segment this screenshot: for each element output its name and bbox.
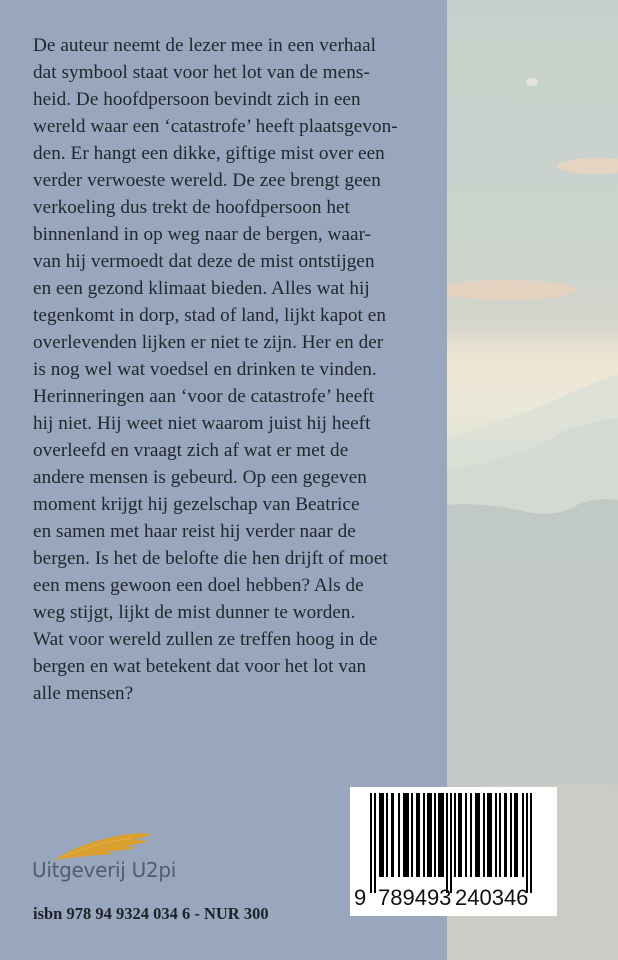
blurb-line: andere mensen is gebeurd. Op een gegeven (33, 467, 367, 488)
blurb-line: hij niet. Hij weet niet waarom juist hij heeft (33, 413, 371, 434)
blurb-line: verkoeling dus trekt de hoofdpersoon het (33, 197, 350, 218)
blurb-line: van hij vermoedt dat deze de mist ontstijgen (33, 251, 375, 272)
barcode-left-digits: 789493 (378, 885, 452, 910)
blurb-line: bergen en wat betekent dat voor het lot van (33, 656, 367, 677)
blurb-line: weg stijgt, lijkt de mist dunner te worden. (33, 602, 356, 623)
isbn-nur-line: isbn 978 94 9324 034 6 - NUR 300 (33, 904, 269, 923)
blurb-line: wereld waar een ‘catastrofe’ heeft plaatsgevon- (33, 116, 398, 137)
blurb-line: een mens gewoon een doel hebben? Als de (33, 575, 364, 596)
blurb-line: moment krijgt hij gezelschap van Beatrice (33, 494, 360, 515)
blurb-line: alle mensen? (33, 683, 134, 704)
blurb-text (33, 32, 433, 707)
publisher-name: Uitgeverij U2pi (32, 858, 176, 882)
blurb-line: en samen met haar reist hij verder naar de (33, 521, 356, 542)
blurb-line: bergen. Is het de belofte die hen drijft of moet (33, 548, 388, 569)
blurb-line: overleefd en vraagt zich af wat er met de (33, 440, 349, 461)
blurb-line: De auteur neemt de lezer mee in een verhaal (33, 35, 377, 56)
blurb-line: tegenkomt in dorp, stad of land, lijkt kapot en (33, 305, 386, 326)
blurb-line: en een gezond klimaat bieden. Alles wat hij (33, 278, 370, 299)
barcode-right-digits: 240346 (455, 885, 529, 910)
blurb-line: binnenland in op weg naar de bergen, waar- (33, 224, 372, 245)
blurb-line: Herinneringen aan ‘voor de catastrofe’ heeft (33, 386, 375, 407)
blurb-line: Wat voor wereld zullen ze treffen hoog in de (33, 629, 378, 650)
isbn-barcode (350, 787, 557, 916)
blurb-line: overlevenden lijken er niet te zijn. Her en der (33, 332, 384, 353)
blurb-line: verder verwoeste wereld. De zee brengt geen (33, 170, 381, 191)
publisher-logo (32, 832, 202, 892)
blurb-line: den. Er hangt een dikke, giftige mist over een (33, 143, 385, 164)
blurb-line: is nog wel wat voedsel en drinken te vinden. (33, 359, 377, 380)
blurb-line: heid. De hoofdpersoon bevindt zich in een (33, 89, 361, 110)
barcode-lead-digit: 9 (354, 885, 367, 910)
blurb-line: dat symbool staat voor het lot van de mens- (33, 62, 370, 83)
